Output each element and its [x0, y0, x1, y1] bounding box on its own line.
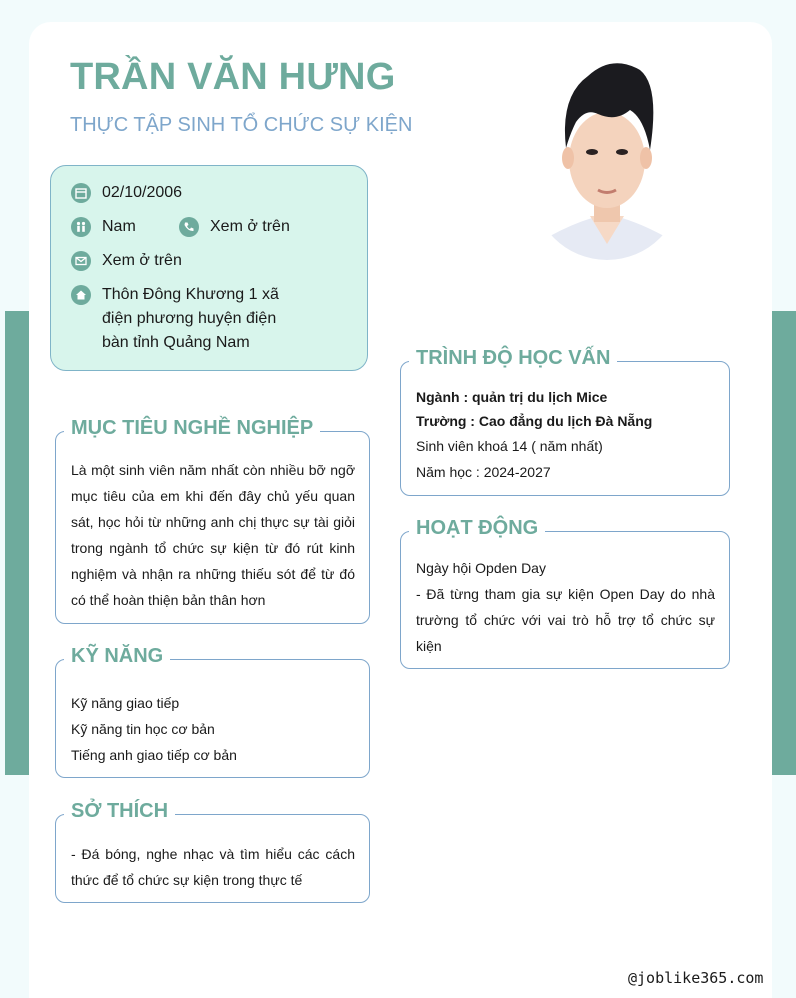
mail-icon — [71, 251, 91, 271]
education-section — [400, 347, 730, 496]
activities-title: HOẠT ĐỘNG — [409, 517, 545, 540]
education-title: TRÌNH ĐỘ HỌC VẤN — [409, 347, 617, 370]
education-school: Trường : Cao đẳng du lịch Đà Nẵng — [416, 413, 653, 429]
gender-icon — [71, 217, 91, 237]
objective-title: MỤC TIÊU NGHỀ NGHIỆP — [64, 417, 320, 440]
home-icon — [71, 285, 91, 305]
skills-list — [71, 690, 355, 768]
objective-section — [55, 417, 370, 624]
candidate-name: TRẦN VĂN HƯNG — [70, 56, 396, 98]
skills-section — [55, 645, 370, 778]
education-details — [416, 385, 715, 485]
phone-icon — [179, 217, 199, 237]
contact-gender: Nam — [71, 215, 136, 239]
education-cohort: Sinh viên khoá 14 ( năm nhất) — [416, 438, 603, 454]
skills-title: KỸ NĂNG — [64, 645, 170, 668]
job-title: THỰC TẬP SINH TỔ CHỨC SỰ KIỆN — [70, 114, 413, 136]
hobbies-text: - Đá bóng, nghe nhạc và tìm hiểu các cách thức để tổ chức sự kiện trong thực tế — [71, 846, 355, 888]
contact-email: Xem ở trên — [71, 249, 182, 273]
hobbies-title: SỞ THÍCH — [64, 800, 175, 823]
activities-section — [400, 517, 730, 669]
activity-event: Ngày hội Opden Day — [416, 560, 546, 576]
footer-watermark: @joblike365.com — [628, 969, 764, 987]
right-accent-bar — [772, 311, 796, 775]
education-major: Ngành : quản trị du lịch Mice — [416, 389, 608, 405]
education-years: Năm học : 2024-2027 — [416, 464, 551, 480]
activity-description: - Đã từng tham gia sự kiện Open Day do nhà trường tổ chức với vai trò hỗ trợ tổ chức sự kiện — [416, 586, 715, 654]
activities-details — [416, 555, 715, 659]
left-accent-bar — [5, 311, 29, 775]
contact-info-box — [50, 165, 368, 371]
calendar-icon — [71, 183, 91, 203]
contact-dob: 02/10/2006 — [71, 181, 182, 205]
profile-photo — [532, 48, 682, 260]
objective-text: Là một sinh viên năm nhất còn nhiều bỡ ngỡ mục tiêu của em khi đến đây chủ yếu quan sát, học hỏi từ những anh chị thực sự tài giỏi trong ngành tổ chức sự kiện từ đó rút kinh nghiệm và nhận ra những thiếu sót để từ đó có thể hoàn thiện bản thân hơn — [71, 462, 355, 608]
skill-item: Kỹ năng giao tiếp — [71, 695, 180, 711]
hobbies-section — [55, 800, 370, 903]
contact-phone: Xem ở trên — [179, 215, 290, 239]
skill-item: Tiếng anh giao tiếp cơ bản — [71, 747, 237, 763]
contact-address: Thôn Đông Khương 1 xã điện phương huyện điện bàn tỉnh Quảng Nam — [71, 283, 301, 355]
skill-item: Kỹ năng tin học cơ bản — [71, 721, 215, 737]
